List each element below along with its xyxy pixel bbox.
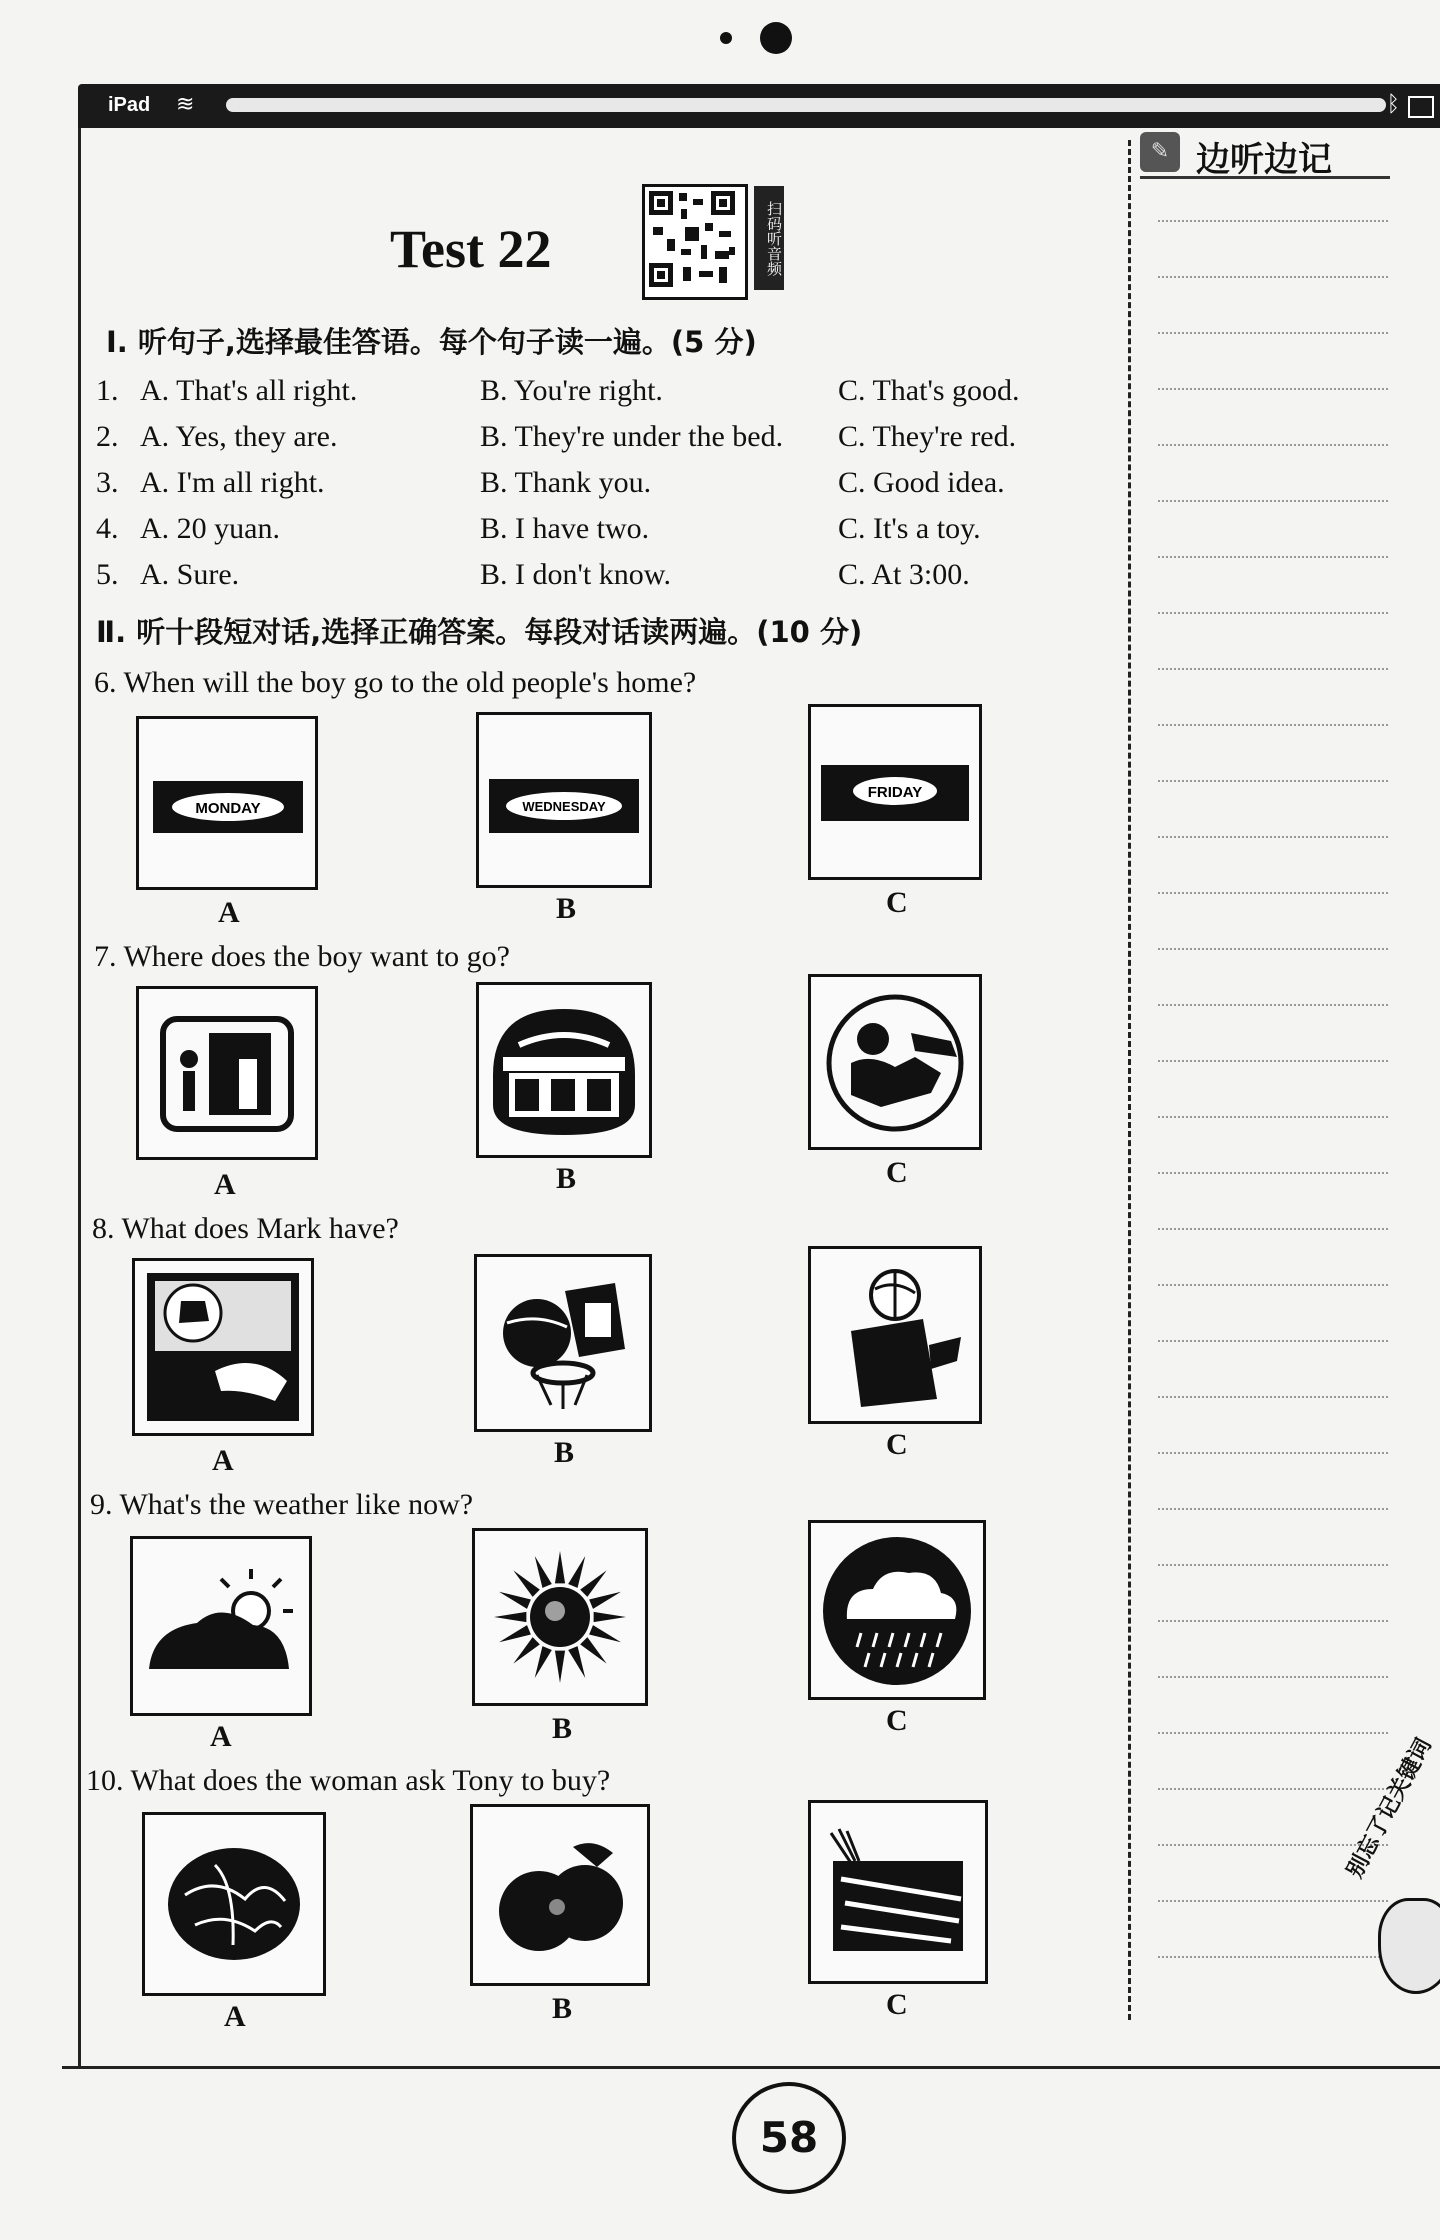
question-8: 8. What does Mark have?	[92, 1212, 399, 1245]
bluetooth-icon: ᛒ	[1386, 92, 1400, 117]
test-title: Test 22	[390, 219, 552, 279]
note-line	[1158, 836, 1388, 838]
section2-heading: Ⅱ. 听十段短对话,选择正确答案。每段对话读两遍。(10 分)	[96, 615, 863, 649]
q6-label-b: B	[556, 892, 577, 925]
note-line	[1158, 1676, 1388, 1678]
q10-option-a-image[interactable]	[142, 1812, 326, 1996]
question-10: 10. What does the woman ask Tony to buy?	[86, 1764, 611, 1797]
note-line	[1158, 444, 1388, 446]
note-line	[1158, 1340, 1388, 1342]
q10-label-c: C	[886, 1988, 908, 2021]
q8-option-c-image[interactable]	[808, 1246, 982, 1424]
device-name: iPad	[108, 94, 151, 116]
q10-option-c-image[interactable]	[808, 1800, 988, 1984]
q7-option-c-image[interactable]	[808, 974, 982, 1150]
q9-label-a: A	[210, 1720, 232, 1753]
status-bar	[78, 84, 1440, 128]
sign-wednesday: WEDNESDAY	[522, 799, 606, 814]
question-6: 6. When will the boy go to the old people's home?	[94, 666, 697, 699]
q10-label-b: B	[552, 1992, 573, 2025]
q7-label-c: C	[886, 1156, 908, 1189]
note-line	[1158, 780, 1388, 782]
qr-code[interactable]	[642, 184, 748, 300]
q6-option-b-image[interactable]	[476, 712, 652, 888]
q8-option-a-image[interactable]	[132, 1258, 314, 1436]
pencil-icon: ✎	[1140, 132, 1180, 172]
note-line	[1158, 1564, 1388, 1566]
note-line	[1158, 1284, 1388, 1286]
note-line	[1158, 1396, 1388, 1398]
q9-option-a-image[interactable]	[130, 1536, 312, 1716]
note-line	[1158, 1508, 1388, 1510]
page-border-left	[78, 128, 81, 2066]
q7-option-b-image[interactable]	[476, 982, 652, 1158]
q7-label-b: B	[556, 1162, 577, 1195]
note-line	[1158, 724, 1388, 726]
qr-code-graphic	[645, 187, 739, 291]
note-line	[1158, 332, 1388, 334]
q6-label-c: C	[886, 886, 908, 919]
section1-heading: Ⅰ. 听句子,选择最佳答语。每个句子读一遍。(5 分)	[106, 325, 757, 359]
question-9: 9. What's the weather like now?	[90, 1488, 474, 1521]
note-line	[1158, 1620, 1388, 1622]
camera-dots	[0, 22, 1440, 62]
note-line	[1158, 500, 1388, 502]
q8-option-b-image[interactable]	[474, 1254, 652, 1432]
q10-option-b-image[interactable]	[470, 1804, 650, 1986]
note-line	[1158, 1172, 1388, 1174]
q6-label-a: A	[218, 896, 240, 929]
q9-option-b-image[interactable]	[472, 1528, 648, 1706]
note-line	[1158, 668, 1388, 670]
q8-label-b: B	[554, 1436, 575, 1469]
q6-option-a-image[interactable]	[136, 716, 318, 890]
note-line	[1158, 1788, 1388, 1790]
note-line	[1158, 612, 1388, 614]
question-7: 7. Where does the boy want to go?	[94, 940, 511, 973]
note-line	[1158, 1060, 1388, 1062]
note-line	[1158, 556, 1388, 558]
notes-divider	[1128, 140, 1131, 2020]
notes-header	[1140, 128, 1390, 179]
note-line	[1158, 1004, 1388, 1006]
q8-label-c: C	[886, 1428, 908, 1461]
reminder-text: 别忘了记关键词	[1342, 1734, 1437, 1883]
note-line	[1158, 1116, 1388, 1118]
battery-icon	[1408, 96, 1434, 118]
sign-friday: FRIDAY	[867, 784, 923, 801]
q6-option-c-image[interactable]	[808, 704, 982, 880]
notes-title: 边听边记	[1196, 140, 1332, 180]
q10-label-a: A	[224, 2000, 246, 2033]
q7-label-a: A	[214, 1168, 236, 1201]
q8-label-a: A	[212, 1444, 234, 1477]
note-line	[1158, 1452, 1388, 1454]
q9-label-b: B	[552, 1712, 573, 1745]
sign-monday: MONDAY	[195, 800, 261, 817]
note-line	[1158, 388, 1388, 390]
page-number: 58	[732, 2082, 846, 2194]
qr-caption: 扫码听音频	[754, 186, 784, 290]
mascot-face	[1378, 1898, 1440, 1994]
q7-option-a-image[interactable]	[136, 986, 318, 1160]
note-line	[1158, 1732, 1388, 1734]
page-border-bottom	[62, 2066, 1440, 2069]
note-line	[1158, 892, 1388, 894]
q9-label-c: C	[886, 1704, 908, 1737]
reminder-mascot	[1328, 1734, 1440, 2008]
note-line	[1158, 220, 1388, 222]
progress-slot	[226, 98, 1386, 112]
wifi-icon: ≋	[176, 92, 195, 117]
note-line	[1158, 948, 1388, 950]
note-line	[1158, 1228, 1388, 1230]
note-line	[1158, 276, 1388, 278]
q9-option-c-image[interactable]	[808, 1520, 986, 1700]
